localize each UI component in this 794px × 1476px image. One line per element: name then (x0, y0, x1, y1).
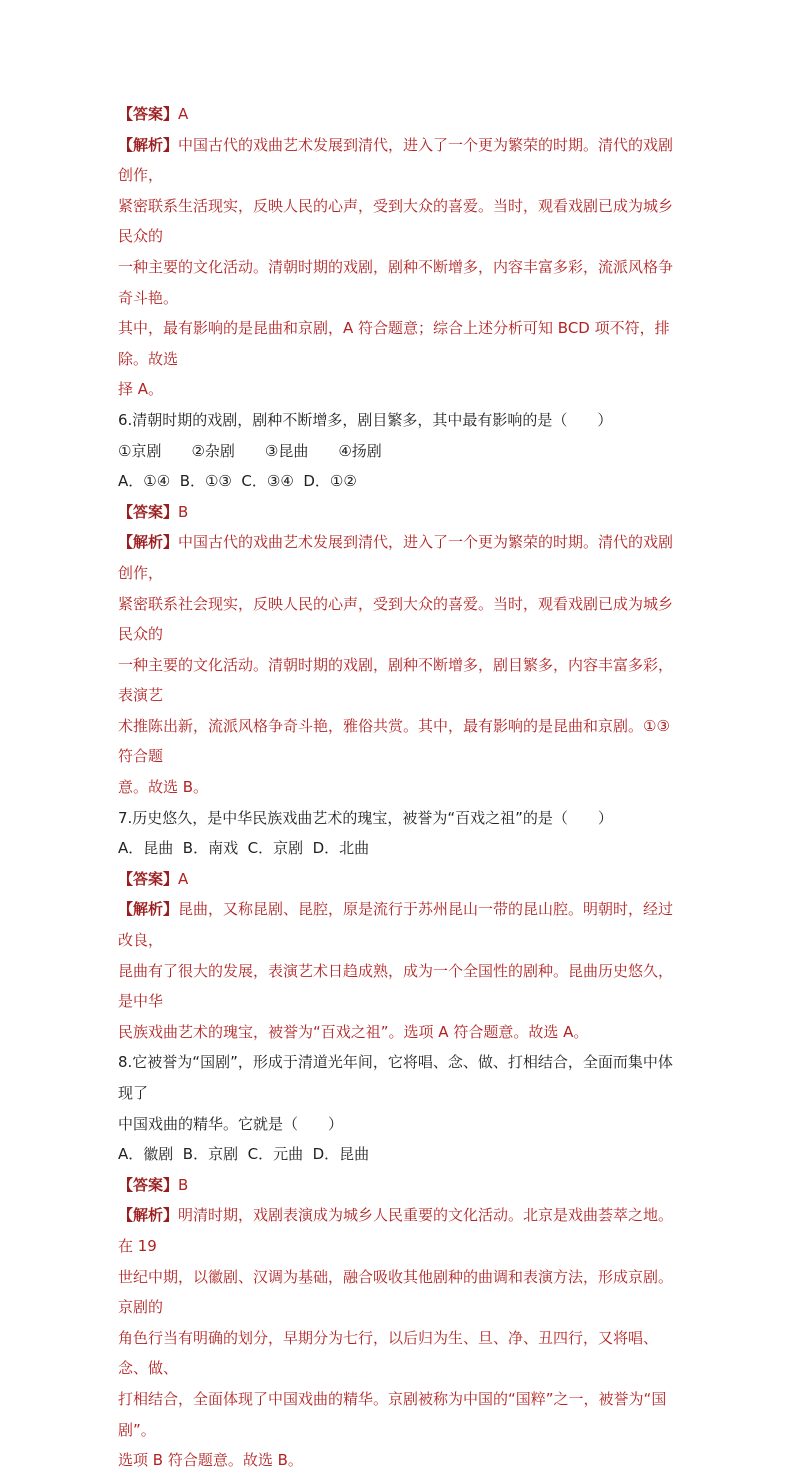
analysis-line: 【解析】昆曲，又称昆剧、昆腔，原是流行于苏州昆山一带的昆山腔。明朝时，经过改良， (118, 900, 674, 950)
analysis-line: 【解析】中国古代的戏曲艺术发展到清代，进入了一个更为繁荣的时期。清代的戏剧创作， (118, 135, 674, 185)
analysis-line: 打相结合，全面体现了中国戏曲的精华。京剧被称为中国的“国粹”之一，被誉为“国剧”。 (118, 1389, 667, 1439)
answer-line (118, 1170, 678, 1201)
analysis-line: 一种主要的文化活动。清朝时期的戏剧，剧种不断增多，内容丰富多彩，流派风格争奇斗艳。 (118, 257, 674, 307)
answer-tag: 【答案】 (118, 1175, 179, 1194)
answer-tag: 【答案】 (118, 869, 179, 888)
question-7: 7.历史悠久，是中华民族戏曲艺术的瑰宝，被誉为“百戏之祖”的是（ ） (118, 808, 613, 827)
analysis-line: 紧密联系社会现实，反映人民的心声，受到大众的喜爱。当时，观看戏剧已成为城乡民众的 (118, 594, 674, 644)
analysis-tag: 【解析】 (118, 533, 179, 552)
question-8-cont: 中国戏曲的精华。它就是（ ） (118, 1114, 344, 1133)
analysis-line: 民族戏曲艺术的瑰宝，被誉为“百戏之祖”。选项 A 符合题意。故选 A。 (118, 1022, 589, 1041)
answer-line (118, 864, 678, 895)
analysis-line: 角色行当有明确的划分，早期分为七行，以后归为生、旦、净、丑四行，又将唱、念、做、 (118, 1328, 659, 1378)
question-8-options: A．徽剧 B．京剧 C．元曲 D．昆曲 (118, 1145, 370, 1164)
analysis-line: 世纪中期，以徽剧、汉调为基础，融合吸收其他剧种的曲调和表演方法，形成京剧。京剧的 (118, 1267, 674, 1317)
question-6-options: A．①④ B．①③ C．③④ D．①② (118, 472, 357, 491)
answer-value: B (178, 502, 189, 521)
analysis-line: 【解析】明清时期，戏剧表演成为城乡人民重要的文化活动。北京是戏曲荟萃之地。在 19 (118, 1206, 674, 1255)
analysis-line: 择 A。 (118, 380, 164, 399)
answer-tag: 【答案】 (118, 502, 179, 521)
answer-value: A (178, 105, 189, 123)
analysis-tag: 【解析】 (118, 1206, 179, 1225)
analysis-line: 【解析】中国古代的戏曲艺术发展到清代，进入了一个更为繁荣的时期。清代的戏剧创作， (118, 533, 674, 582)
analysis-tag: 【解析】 (118, 135, 179, 154)
question-7-options: A．昆曲 B．南戏 C．京剧 D．北曲 (118, 839, 370, 858)
answer-line (118, 99, 678, 130)
analysis-block (118, 527, 678, 802)
answer-line (118, 497, 678, 528)
question-6: 6.清朝时期的戏剧，剧种不断增多，剧目繁多，其中最有影响的是（ ） (118, 410, 613, 429)
analysis-line: 其中，最有影响的是昆曲和京剧，A 符合题意；综合上述分析可知 BCD 项不符，排除。故选 (118, 319, 670, 368)
analysis-line: 紧密联系生活现实，反映人民的心声，受到大众的喜爱。当时，观看戏剧已成为城乡民众的 (118, 196, 674, 246)
answer-tag: 【答案】 (118, 105, 179, 123)
question-6-items: ①京剧 ②杂剧 ③昆曲 ④扬剧 (118, 441, 382, 460)
analysis-block (118, 894, 678, 1047)
analysis-tag: 【解析】 (118, 900, 179, 919)
analysis-line: 意。故选 B。 (118, 778, 209, 797)
answer-value: B (178, 1175, 189, 1194)
analysis-line: 一种主要的文化活动。清朝时期的戏剧，剧种不断增多，剧目繁多，内容丰富多彩，表演艺 (118, 655, 674, 705)
analysis-line: 术推陈出新，流派风格争奇斗艳，雅俗共赏。其中，最有影响的是昆曲和京剧。①③符合题 (118, 716, 670, 766)
analysis-block (118, 1200, 678, 1475)
question-8: 8.它被誉为“国剧”，形成于清道光年间，它将唱、念、做、打相结合，全面而集中体现了 (118, 1053, 673, 1102)
document-body (118, 99, 678, 1476)
answer-value: A (178, 869, 189, 888)
analysis-block (118, 130, 678, 405)
analysis-line: 昆曲有了很大的发展，表演艺术日趋成熟，成为一个全国性的剧种。昆曲历史悠久，是中华 (118, 961, 674, 1011)
analysis-line: 选项 B 符合题意。故选 B。 (118, 1451, 303, 1470)
